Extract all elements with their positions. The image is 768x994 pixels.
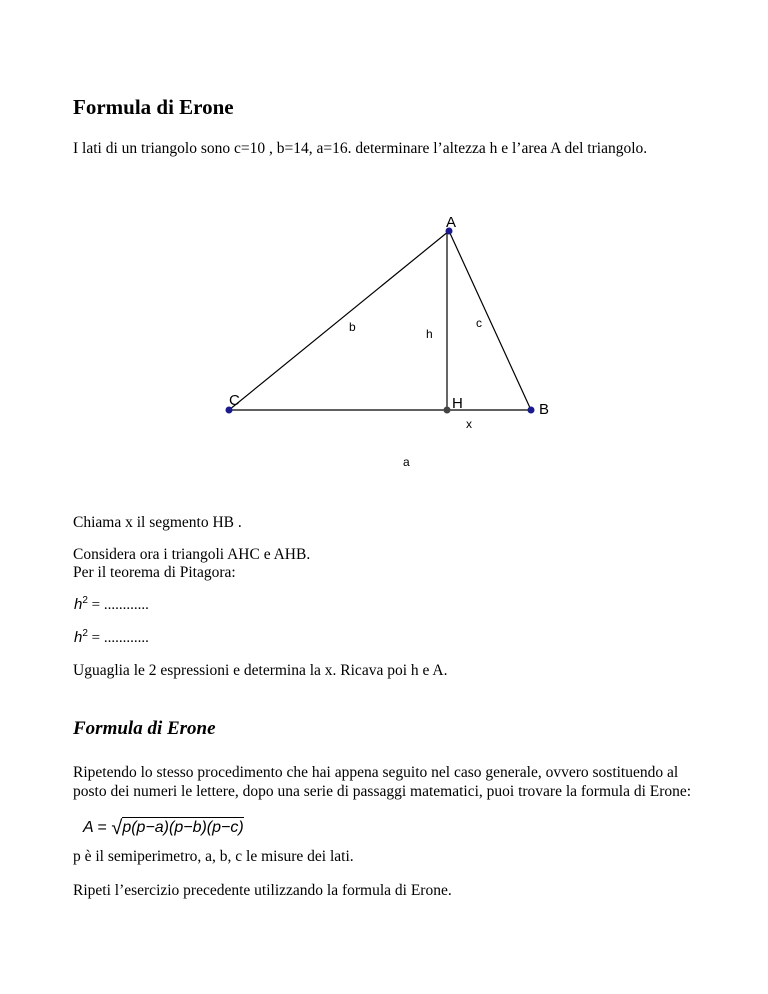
section-subtitle: Formula di Erone <box>73 718 216 739</box>
page-title: Formula di Erone <box>73 95 234 119</box>
label-height-h: h <box>426 327 433 341</box>
label-foot-h: H <box>452 395 463 412</box>
label-side-a: a <box>403 455 410 469</box>
equation-2 <box>74 628 149 647</box>
label-side-c: c <box>476 316 482 330</box>
equation-1 <box>74 595 149 614</box>
label-vertex-b: B <box>539 401 550 418</box>
formula-lhs: A <box>83 819 94 836</box>
eq1-var: h <box>74 596 83 613</box>
side-b-line <box>229 231 449 410</box>
consider-line-1: Considera ora i triangoli AHC e AHB. <box>73 546 311 563</box>
eq2-exp: 2 <box>82 628 88 639</box>
label-vertex-a: A <box>446 214 457 231</box>
repeat-instruction: Ripeti l’esercizio precedente utilizzando la formula di Erone. <box>73 882 452 899</box>
formula-equals: = <box>97 819 107 836</box>
label-segment-x: x <box>466 417 472 431</box>
problem-statement: I lati di un triangolo sono c=10 , b=14, a=16. determinare l’altezza h e l’area A del triangolo. <box>73 140 648 157</box>
point-b <box>528 407 535 414</box>
side-c-line <box>449 231 531 410</box>
semiperimeter-note: p è il semiperimetro, a, b, c le misure dei lati. <box>73 848 354 865</box>
general-line-1: Ripetendo lo stesso procedimento che hai appena seguito nel caso generale, ovvero sostituendo al <box>73 764 679 781</box>
consider-line-2: Per il teorema di Pitagora: <box>73 564 236 581</box>
sqrt-sign-icon: √ <box>111 817 123 839</box>
eq2-var: h <box>74 629 83 646</box>
label-side-b: b <box>349 320 356 334</box>
equate-instruction: Uguaglia le 2 espressioni e determina la x. Ricava poi h e A. <box>73 662 448 679</box>
eq1-rhs: = ............ <box>87 597 149 613</box>
eq2-rhs: = ............ <box>87 630 149 646</box>
eq1-exp: 2 <box>82 595 88 606</box>
point-h <box>444 407 451 414</box>
label-vertex-c: C <box>229 392 240 409</box>
heron-formula <box>83 815 244 838</box>
general-line-2: posto dei numeri le lettere, dopo una serie di passaggi matematici, puoi trovare la formula di Erone: <box>73 783 692 800</box>
instruction-x: Chiama x il segmento HB . <box>73 514 242 531</box>
formula-radicand: p(p−a)(p−b)(p−c) <box>122 819 244 836</box>
